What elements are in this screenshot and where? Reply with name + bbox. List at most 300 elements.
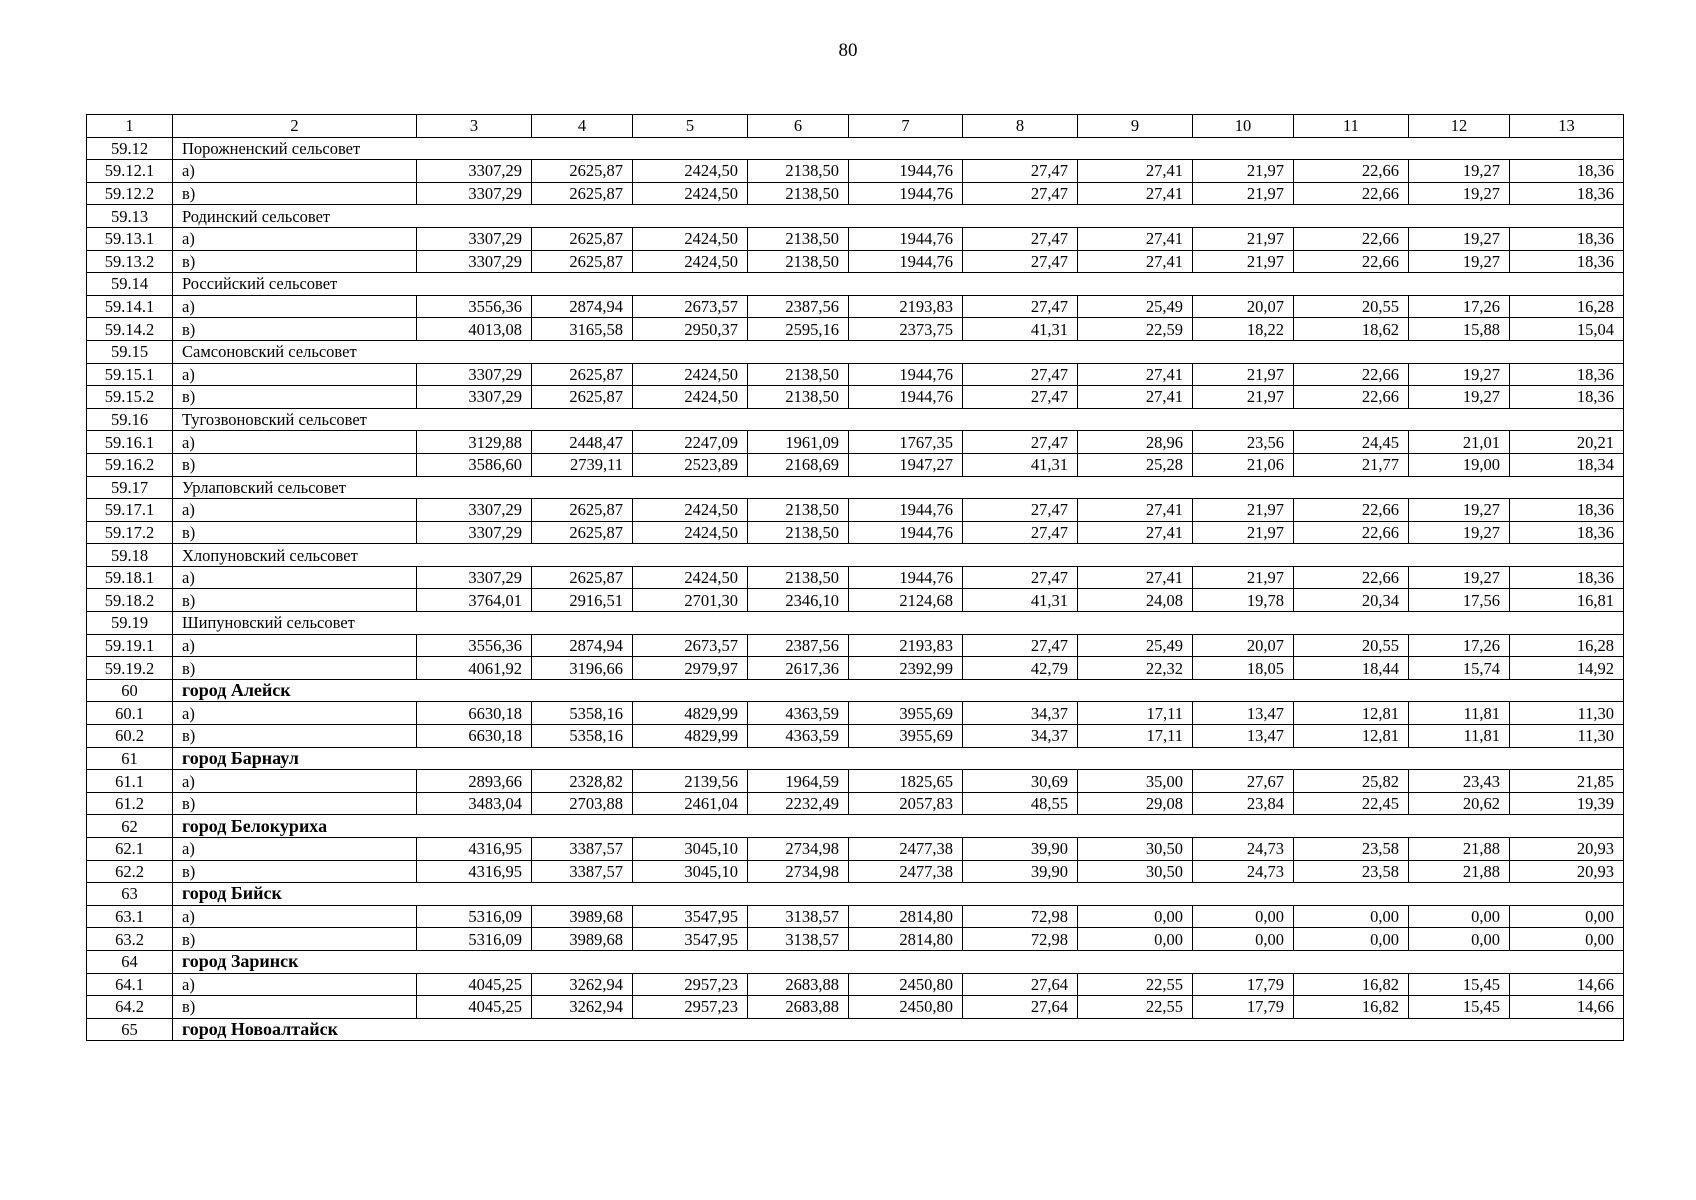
table-row: [87, 318, 1624, 341]
value-cell: 2979,97: [633, 657, 748, 680]
value-cell: 3556,36: [417, 634, 532, 657]
value-cell: 22,55: [1078, 973, 1193, 996]
value-cell: 3307,29: [417, 566, 532, 589]
value-cell: 3262,94: [532, 996, 633, 1019]
section-title: город Алейск: [173, 679, 1624, 702]
value-cell: 25,82: [1294, 770, 1409, 793]
row-label: а): [173, 566, 417, 589]
value-cell: 1944,76: [849, 250, 963, 273]
row-code: 63.1: [87, 905, 173, 928]
value-cell: 11,30: [1510, 725, 1624, 748]
value-cell: 0,00: [1510, 905, 1624, 928]
value-cell: 18,36: [1510, 160, 1624, 183]
column-header: 10: [1193, 115, 1294, 138]
value-cell: 19,27: [1409, 363, 1510, 386]
table-row: [87, 838, 1624, 861]
value-cell: 20,55: [1294, 634, 1409, 657]
value-cell: 2392,99: [849, 657, 963, 680]
value-cell: 29,08: [1078, 792, 1193, 815]
value-cell: 3989,68: [532, 905, 633, 928]
value-cell: 1944,76: [849, 521, 963, 544]
value-cell: 0,00: [1409, 928, 1510, 951]
value-cell: 2957,23: [633, 996, 748, 1019]
value-cell: 6630,18: [417, 725, 532, 748]
value-cell: 30,50: [1078, 838, 1193, 861]
value-cell: 16,81: [1510, 589, 1624, 612]
value-cell: 2683,88: [748, 996, 849, 1019]
row-code: 59.19.1: [87, 634, 173, 657]
row-code: 59.13.2: [87, 250, 173, 273]
value-cell: 3955,69: [849, 702, 963, 725]
value-cell: 0,00: [1294, 905, 1409, 928]
value-cell: 1947,27: [849, 453, 963, 476]
value-cell: 3138,57: [748, 928, 849, 951]
value-cell: 15,45: [1409, 973, 1510, 996]
value-cell: 1964,59: [748, 770, 849, 793]
table-row: [87, 973, 1624, 996]
value-cell: 41,31: [963, 318, 1078, 341]
value-cell: 3547,95: [633, 928, 748, 951]
row-label: в): [173, 521, 417, 544]
value-cell: 2701,30: [633, 589, 748, 612]
row-code: 59.13: [87, 205, 173, 228]
section-title: Хлопуновский сельсовет: [173, 544, 1624, 567]
value-cell: 3138,57: [748, 905, 849, 928]
column-header: 1: [87, 115, 173, 138]
value-cell: 3262,94: [532, 973, 633, 996]
row-code: 59.18.1: [87, 566, 173, 589]
value-cell: 3307,29: [417, 182, 532, 205]
row-code: 59.13.1: [87, 227, 173, 250]
city-row: [87, 679, 1624, 702]
row-label: в): [173, 725, 417, 748]
value-cell: 18,36: [1510, 227, 1624, 250]
value-cell: 41,31: [963, 589, 1078, 612]
value-cell: 2814,80: [849, 905, 963, 928]
value-cell: 21,77: [1294, 453, 1409, 476]
value-cell: 27,47: [963, 521, 1078, 544]
section-row: [87, 476, 1624, 499]
column-header: 3: [417, 115, 532, 138]
value-cell: 2625,87: [532, 160, 633, 183]
value-cell: 22,66: [1294, 386, 1409, 409]
value-cell: 19,27: [1409, 521, 1510, 544]
value-cell: 27,47: [963, 295, 1078, 318]
value-cell: 20,93: [1510, 838, 1624, 861]
value-cell: 2625,87: [532, 499, 633, 522]
value-cell: 39,90: [963, 860, 1078, 883]
value-cell: 2734,98: [748, 860, 849, 883]
value-cell: 2814,80: [849, 928, 963, 951]
value-cell: 2625,87: [532, 566, 633, 589]
table-row: [87, 928, 1624, 951]
value-cell: 0,00: [1409, 905, 1510, 928]
value-cell: 18,36: [1510, 182, 1624, 205]
value-cell: 21,97: [1193, 386, 1294, 409]
table-row: [87, 566, 1624, 589]
value-cell: 19,27: [1409, 160, 1510, 183]
value-cell: 23,43: [1409, 770, 1510, 793]
value-cell: 22,66: [1294, 499, 1409, 522]
table-row: [87, 250, 1624, 273]
value-cell: 2477,38: [849, 838, 963, 861]
table-row: [87, 521, 1624, 544]
table-row: [87, 182, 1624, 205]
value-cell: 3989,68: [532, 928, 633, 951]
value-cell: 3547,95: [633, 905, 748, 928]
column-header: 12: [1409, 115, 1510, 138]
value-cell: 25,28: [1078, 453, 1193, 476]
column-header: 4: [532, 115, 633, 138]
value-cell: 3129,88: [417, 431, 532, 454]
value-cell: 23,58: [1294, 860, 1409, 883]
value-cell: 12,81: [1294, 702, 1409, 725]
value-cell: 1944,76: [849, 386, 963, 409]
value-cell: 27,41: [1078, 182, 1193, 205]
row-label: в): [173, 318, 417, 341]
row-label: а): [173, 431, 417, 454]
value-cell: 21,06: [1193, 453, 1294, 476]
value-cell: 27,64: [963, 996, 1078, 1019]
table-row: [87, 657, 1624, 680]
value-cell: 19,00: [1409, 453, 1510, 476]
row-code: 63.2: [87, 928, 173, 951]
value-cell: 18,22: [1193, 318, 1294, 341]
value-cell: 23,84: [1193, 792, 1294, 815]
row-code: 65: [87, 1018, 173, 1041]
row-code: 62.1: [87, 838, 173, 861]
value-cell: 3307,29: [417, 363, 532, 386]
value-cell: 27,47: [963, 160, 1078, 183]
value-cell: 2138,50: [748, 521, 849, 544]
value-cell: 22,66: [1294, 160, 1409, 183]
value-cell: 3307,29: [417, 386, 532, 409]
value-cell: 23,56: [1193, 431, 1294, 454]
row-label: а): [173, 363, 417, 386]
table-row: [87, 770, 1624, 793]
row-code: 59.17: [87, 476, 173, 499]
value-cell: 42,79: [963, 657, 1078, 680]
value-cell: 3483,04: [417, 792, 532, 815]
value-cell: 3307,29: [417, 250, 532, 273]
row-code: 64.1: [87, 973, 173, 996]
row-label: а): [173, 770, 417, 793]
row-code: 59.12.1: [87, 160, 173, 183]
value-cell: 2138,50: [748, 386, 849, 409]
value-cell: 1944,76: [849, 499, 963, 522]
table-row: [87, 386, 1624, 409]
column-header: 2: [173, 115, 417, 138]
row-code: 59.14.2: [87, 318, 173, 341]
value-cell: 27,47: [963, 431, 1078, 454]
value-cell: 2138,50: [748, 182, 849, 205]
row-label: а): [173, 160, 417, 183]
value-cell: 2625,87: [532, 227, 633, 250]
value-cell: 2424,50: [633, 521, 748, 544]
section-title: Шипуновский сельсовет: [173, 612, 1624, 635]
value-cell: 34,37: [963, 725, 1078, 748]
value-cell: 3307,29: [417, 521, 532, 544]
value-cell: 2673,57: [633, 295, 748, 318]
value-cell: 27,47: [963, 227, 1078, 250]
row-code: 59.18: [87, 544, 173, 567]
value-cell: 21,88: [1409, 860, 1510, 883]
row-code: 59.14.1: [87, 295, 173, 318]
city-row: [87, 950, 1624, 973]
section-row: [87, 273, 1624, 296]
value-cell: 11,30: [1510, 702, 1624, 725]
value-cell: 27,47: [963, 250, 1078, 273]
value-cell: 18,36: [1510, 250, 1624, 273]
section-title: Самсоновский сельсовет: [173, 340, 1624, 363]
value-cell: 4013,08: [417, 318, 532, 341]
value-cell: 21,97: [1193, 499, 1294, 522]
value-cell: 20,62: [1409, 792, 1510, 815]
value-cell: 2625,87: [532, 521, 633, 544]
value-cell: 5358,16: [532, 725, 633, 748]
value-cell: 41,31: [963, 453, 1078, 476]
value-cell: 21,85: [1510, 770, 1624, 793]
value-cell: 15,74: [1409, 657, 1510, 680]
section-title: город Новоалтайск: [173, 1018, 1624, 1041]
table-row: [87, 499, 1624, 522]
value-cell: 5358,16: [532, 702, 633, 725]
section-title: город Заринск: [173, 950, 1624, 973]
row-code: 59.12: [87, 137, 173, 160]
value-cell: 3196,66: [532, 657, 633, 680]
value-cell: 5316,09: [417, 905, 532, 928]
value-cell: 2424,50: [633, 160, 748, 183]
row-code: 59.15.2: [87, 386, 173, 409]
value-cell: 22,45: [1294, 792, 1409, 815]
value-cell: 2387,56: [748, 295, 849, 318]
value-cell: 11,81: [1409, 702, 1510, 725]
value-cell: 2139,56: [633, 770, 748, 793]
section-row: [87, 408, 1624, 431]
city-row: [87, 1018, 1624, 1041]
value-cell: 21,01: [1409, 431, 1510, 454]
value-cell: 3165,58: [532, 318, 633, 341]
value-cell: 2424,50: [633, 566, 748, 589]
value-cell: 18,36: [1510, 566, 1624, 589]
table-row: [87, 589, 1624, 612]
row-code: 61: [87, 747, 173, 770]
row-code: 59.17.2: [87, 521, 173, 544]
value-cell: 3556,36: [417, 295, 532, 318]
value-cell: 20,34: [1294, 589, 1409, 612]
row-code: 59.14: [87, 273, 173, 296]
value-cell: 23,58: [1294, 838, 1409, 861]
value-cell: 18,36: [1510, 499, 1624, 522]
value-cell: 4363,59: [748, 725, 849, 748]
section-title: город Бийск: [173, 883, 1624, 906]
value-cell: 48,55: [963, 792, 1078, 815]
value-cell: 21,97: [1193, 182, 1294, 205]
value-cell: 20,07: [1193, 634, 1294, 657]
value-cell: 30,50: [1078, 860, 1193, 883]
column-header: 5: [633, 115, 748, 138]
section-row: [87, 612, 1624, 635]
value-cell: 2138,50: [748, 160, 849, 183]
value-cell: 2424,50: [633, 386, 748, 409]
value-cell: 2424,50: [633, 182, 748, 205]
value-cell: 19,27: [1409, 250, 1510, 273]
value-cell: 35,00: [1078, 770, 1193, 793]
row-code: 61.2: [87, 792, 173, 815]
value-cell: 27,41: [1078, 566, 1193, 589]
value-cell: 16,82: [1294, 996, 1409, 1019]
row-label: в): [173, 657, 417, 680]
value-cell: 22,66: [1294, 363, 1409, 386]
value-cell: 2683,88: [748, 973, 849, 996]
value-cell: 22,66: [1294, 250, 1409, 273]
row-code: 59.18.2: [87, 589, 173, 612]
value-cell: 3045,10: [633, 860, 748, 883]
value-cell: 21,97: [1193, 160, 1294, 183]
row-code: 62.2: [87, 860, 173, 883]
value-cell: 24,73: [1193, 838, 1294, 861]
value-cell: 0,00: [1078, 905, 1193, 928]
row-code: 60.1: [87, 702, 173, 725]
value-cell: 2617,36: [748, 657, 849, 680]
city-row: [87, 747, 1624, 770]
value-cell: 19,27: [1409, 386, 1510, 409]
value-cell: 27,41: [1078, 521, 1193, 544]
column-header: 8: [963, 115, 1078, 138]
row-label: в): [173, 589, 417, 612]
value-cell: 2138,50: [748, 250, 849, 273]
value-cell: 16,28: [1510, 295, 1624, 318]
value-cell: 22,55: [1078, 996, 1193, 1019]
value-cell: 18,34: [1510, 453, 1624, 476]
value-cell: 3387,57: [532, 838, 633, 861]
value-cell: 4829,99: [633, 702, 748, 725]
city-row: [87, 815, 1624, 838]
value-cell: 2874,94: [532, 634, 633, 657]
value-cell: 1944,76: [849, 160, 963, 183]
value-cell: 18,05: [1193, 657, 1294, 680]
value-cell: 2874,94: [532, 295, 633, 318]
value-cell: 2450,80: [849, 996, 963, 1019]
table-row: [87, 431, 1624, 454]
value-cell: 15,04: [1510, 318, 1624, 341]
value-cell: 2461,04: [633, 792, 748, 815]
row-label: в): [173, 996, 417, 1019]
value-cell: 2168,69: [748, 453, 849, 476]
section-title: Урлаповский сельсовет: [173, 476, 1624, 499]
value-cell: 2193,83: [849, 634, 963, 657]
value-cell: 2124,68: [849, 589, 963, 612]
value-cell: 27,47: [963, 386, 1078, 409]
value-cell: 2625,87: [532, 363, 633, 386]
value-cell: 2138,50: [748, 227, 849, 250]
row-code: 64: [87, 950, 173, 973]
value-cell: 3307,29: [417, 227, 532, 250]
value-cell: 14,92: [1510, 657, 1624, 680]
value-cell: 4363,59: [748, 702, 849, 725]
row-label: в): [173, 386, 417, 409]
value-cell: 4316,95: [417, 860, 532, 883]
value-cell: 2387,56: [748, 634, 849, 657]
value-cell: 3764,01: [417, 589, 532, 612]
value-cell: 1944,76: [849, 363, 963, 386]
row-code: 59.19.2: [87, 657, 173, 680]
value-cell: 5316,09: [417, 928, 532, 951]
value-cell: 17,11: [1078, 725, 1193, 748]
row-code: 59.16.2: [87, 453, 173, 476]
value-cell: 22,66: [1294, 521, 1409, 544]
value-cell: 2595,16: [748, 318, 849, 341]
row-code: 59.16: [87, 408, 173, 431]
row-label: а): [173, 973, 417, 996]
section-title: Родинский сельсовет: [173, 205, 1624, 228]
value-cell: 2477,38: [849, 860, 963, 883]
value-cell: 0,00: [1193, 928, 1294, 951]
value-cell: 34,37: [963, 702, 1078, 725]
value-cell: 15,88: [1409, 318, 1510, 341]
value-cell: 3307,29: [417, 160, 532, 183]
row-code: 59.16.1: [87, 431, 173, 454]
column-header: 7: [849, 115, 963, 138]
value-cell: 20,55: [1294, 295, 1409, 318]
table-row: [87, 792, 1624, 815]
value-cell: 3045,10: [633, 838, 748, 861]
value-cell: 2138,50: [748, 566, 849, 589]
value-cell: 1944,76: [849, 227, 963, 250]
value-cell: 13,47: [1193, 725, 1294, 748]
value-cell: 17,79: [1193, 973, 1294, 996]
value-cell: 22,32: [1078, 657, 1193, 680]
value-cell: 22,59: [1078, 318, 1193, 341]
table-row: [87, 905, 1624, 928]
row-label: в): [173, 928, 417, 951]
row-code: 62: [87, 815, 173, 838]
value-cell: 21,97: [1193, 227, 1294, 250]
value-cell: 2950,37: [633, 318, 748, 341]
value-cell: 22,66: [1294, 566, 1409, 589]
value-cell: 27,64: [963, 973, 1078, 996]
table-row: [87, 295, 1624, 318]
value-cell: 72,98: [963, 928, 1078, 951]
value-cell: 12,81: [1294, 725, 1409, 748]
section-title: Тугозвоновский сельсовет: [173, 408, 1624, 431]
value-cell: 15,45: [1409, 996, 1510, 1019]
section-row: [87, 137, 1624, 160]
row-label: а): [173, 634, 417, 657]
city-row: [87, 883, 1624, 906]
value-cell: 2373,75: [849, 318, 963, 341]
value-cell: 19,27: [1409, 182, 1510, 205]
table-body: [87, 115, 1624, 1041]
value-cell: 18,36: [1510, 363, 1624, 386]
value-cell: 17,26: [1409, 295, 1510, 318]
row-code: 59.19: [87, 612, 173, 635]
value-cell: 18,44: [1294, 657, 1409, 680]
value-cell: 2232,49: [748, 792, 849, 815]
value-cell: 21,97: [1193, 521, 1294, 544]
value-cell: 4316,95: [417, 838, 532, 861]
page-number: 80: [838, 40, 858, 61]
row-label: в): [173, 792, 417, 815]
value-cell: 27,41: [1078, 363, 1193, 386]
value-cell: 1944,76: [849, 182, 963, 205]
value-cell: 16,28: [1510, 634, 1624, 657]
row-code: 59.15.1: [87, 363, 173, 386]
value-cell: 2424,50: [633, 227, 748, 250]
value-cell: 20,21: [1510, 431, 1624, 454]
row-label: а): [173, 838, 417, 861]
value-cell: 2450,80: [849, 973, 963, 996]
